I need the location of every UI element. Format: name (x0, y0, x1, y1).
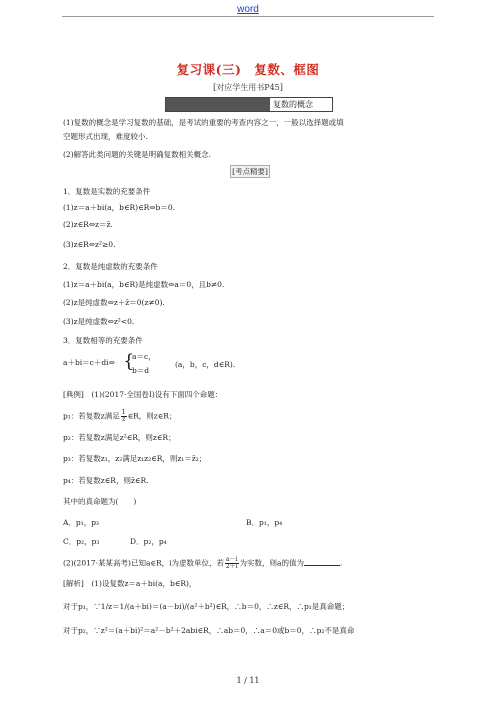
equal-condition-right: (a，b，c，d∈R). (175, 360, 236, 369)
point-line: 2．复数是纯虚数的充要条件 (63, 262, 158, 271)
fraction-numerator: 1 (121, 409, 126, 416)
intro-line: (1)复数的概念是学习复数的基础，是考试的重要的考查内容之一，一般以选择题或填 (63, 118, 344, 127)
solution-heading: [解析] (1)设复数z＝a＋bi(a，b∈R)， (63, 579, 197, 588)
intro-line: (2)解答此类问题的关键是明确复数相关概念. (63, 150, 212, 159)
point-line: (3)z是纯虚数⇔z²<0. (63, 317, 135, 326)
point-line: (3)z∈R⇔z²≥0. (63, 240, 116, 249)
section-bar-decoration (166, 98, 270, 111)
point-line: (2)z是纯虚数⇔z＋z̄＝0(z≠0). (63, 298, 165, 307)
equal-condition-row1: a＝c， (132, 352, 156, 361)
page-title: 复习课(三) 复数、框图 (176, 62, 320, 77)
section-bar (165, 97, 333, 112)
option-c: C．p₂，p₃ (63, 537, 100, 546)
fraction-denominator: 2＋i (225, 563, 238, 570)
point-line: 3．复数相等的充要条件 (63, 336, 143, 345)
point-line: (2)z∈R⇔z＝z̄. (63, 220, 113, 229)
equal-condition-left: a＋bi＝c＋di⇔ (63, 358, 115, 367)
example-heading: [典例] (1)(2017·全国卷Ⅰ)设有下面四个命题： (63, 390, 223, 399)
equal-condition-row2: b＝d (132, 366, 150, 375)
proposition-p4: p₄：若复数z∈R，则z̄∈R. (63, 476, 149, 485)
q2-text: (2)(2017·某某高考)已知a∈R，i为虚数单位，若 (63, 558, 225, 568)
p1-text: p₁：若复数z满足 (63, 411, 120, 421)
solution-p2: 对于p₂，∵z²＝(a＋bi)²＝a²－b²＋2abi∈R，∴ab＝0，∴a＝0或b＝0，∴p₂不是真命 (63, 626, 355, 635)
fraction-numerator: a－i (226, 556, 238, 563)
brace-symbol: { (123, 351, 135, 372)
solution-p1: 对于p₁，∵1/z＝1/(a＋bi)＝(a－bi)/(a²＋b²)∈R，∴b＝0，∴z∈R，∴p₁是真命题； (63, 602, 350, 611)
proposition-p3: p₃：若复数z₁，z₂满足z₁z₂∈R，则z₁＝z̄₂； (63, 454, 207, 463)
option-d: D．p₂，p₄ (130, 537, 167, 546)
header-divider (62, 16, 434, 17)
question-2 (63, 557, 342, 570)
key-points-label: [考点精要] (230, 165, 270, 178)
proposition-p1 (63, 410, 176, 423)
point-line: 1．复数是实数的充要条件 (63, 187, 151, 196)
point-line: (1)z＝a＋bi(a，b∈R)∈R⇔b＝0. (63, 203, 176, 212)
intro-line: 空题形式出现，难度较小. (63, 132, 148, 141)
fraction (121, 410, 127, 423)
fraction-denominator: z (122, 416, 126, 423)
answer-blank[interactable] (304, 558, 343, 568)
header-link[interactable]: word (237, 4, 259, 15)
q2-text-mid: 为实数，则a的值为 (239, 558, 304, 568)
option-a: A．p₁，p₃ (63, 518, 100, 527)
page-number: 1 / 11 (236, 676, 260, 685)
page-subtitle: [对应学生用书P45] (213, 83, 283, 92)
p1-text-end: ∈R，则z∈R； (127, 411, 177, 421)
fraction (225, 557, 239, 570)
section-bar-label: 复数的概念 (270, 98, 332, 111)
question-text: 其中的真命题为( ) (63, 497, 137, 506)
option-b: B．p₁，p₄ (246, 518, 283, 527)
proposition-p2: p₂：若复数z满足z²∈R，则z∈R； (63, 433, 176, 442)
point-line: (1)z＝a＋bi(a，b∈R)是纯虚数⇔a＝0，且b≠0. (63, 280, 225, 289)
q2-text-end: . (340, 558, 343, 568)
